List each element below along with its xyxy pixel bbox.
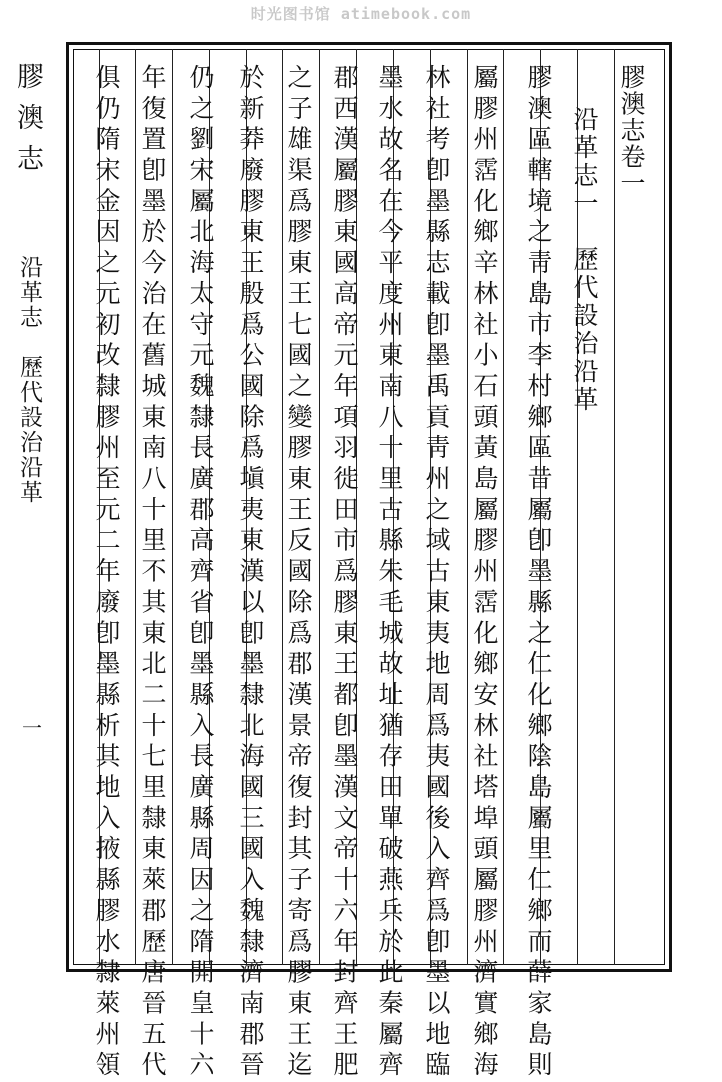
text-column: 膠澳區轄境之靑島市李村鄉區昔屬卽墨縣之仁化鄉陰島屬里仁鄉而薛家島則: [524, 64, 553, 1082]
margin-section-title: 沿革志 歷代設治沿革: [16, 255, 42, 505]
column-rule: [282, 49, 283, 965]
text-column: 林社考卽墨縣志載卽墨禹貢靑州之域古東夷地周爲夷國後入齊爲卽墨以地臨: [422, 64, 451, 1082]
column-rule: [503, 49, 504, 965]
text-column: 俱仍隋宋金因之元初改隸膠州至元二年廢卽墨縣析其地入掖縣膠水隸萊州領: [92, 64, 121, 1082]
text-column: 於新莽廢膠東王殷爲公國除爲塡夷東漢以卽墨隸北海國三國入魏隸濟南郡晉: [236, 64, 265, 1082]
column-rule: [614, 49, 615, 965]
margin-book-title: 膠澳志: [12, 62, 43, 185]
margin-page-number: 一: [22, 716, 42, 740]
column-rule: [319, 49, 320, 965]
section-heading: 沿革志一 歷代設治沿革: [570, 106, 599, 414]
column-rule: [135, 49, 136, 965]
text-column: 郡西漢屬膠東國高帝元年項羽徙田市爲膠東王都卽墨漢文帝十六年封齊王肥: [330, 64, 359, 1082]
text-column: 年復置卽墨於今治在舊城東南八十里不其東北二十七里隸東萊郡歷唐晉五代: [138, 64, 167, 1082]
text-column: 墨水故名在今平度州東南八十里古縣朱毛城故址猶存田單破燕兵於此秦屬齊: [375, 64, 404, 1082]
column-rule: [172, 49, 173, 965]
watermark: 时光图书馆 atimebook.com: [250, 5, 472, 23]
column-rule: [467, 49, 468, 965]
text-column: 仍之劉宋屬北海太守元魏隸長廣郡高齊省卽墨縣入長廣縣周因之隋開皇十六: [186, 64, 215, 1082]
volume-heading: 膠澳志卷一: [617, 64, 646, 197]
text-column: 之子雄渠爲膠東王七國之變膠東王反國除爲郡漢景帝復封其子寄爲膠東王迄: [284, 64, 313, 1082]
text-column: 屬膠州霑化鄉辛林社小石頭黃島屬膠州霑化鄉安林社塔埠頭屬膠州濟實鄉海: [470, 64, 499, 1082]
